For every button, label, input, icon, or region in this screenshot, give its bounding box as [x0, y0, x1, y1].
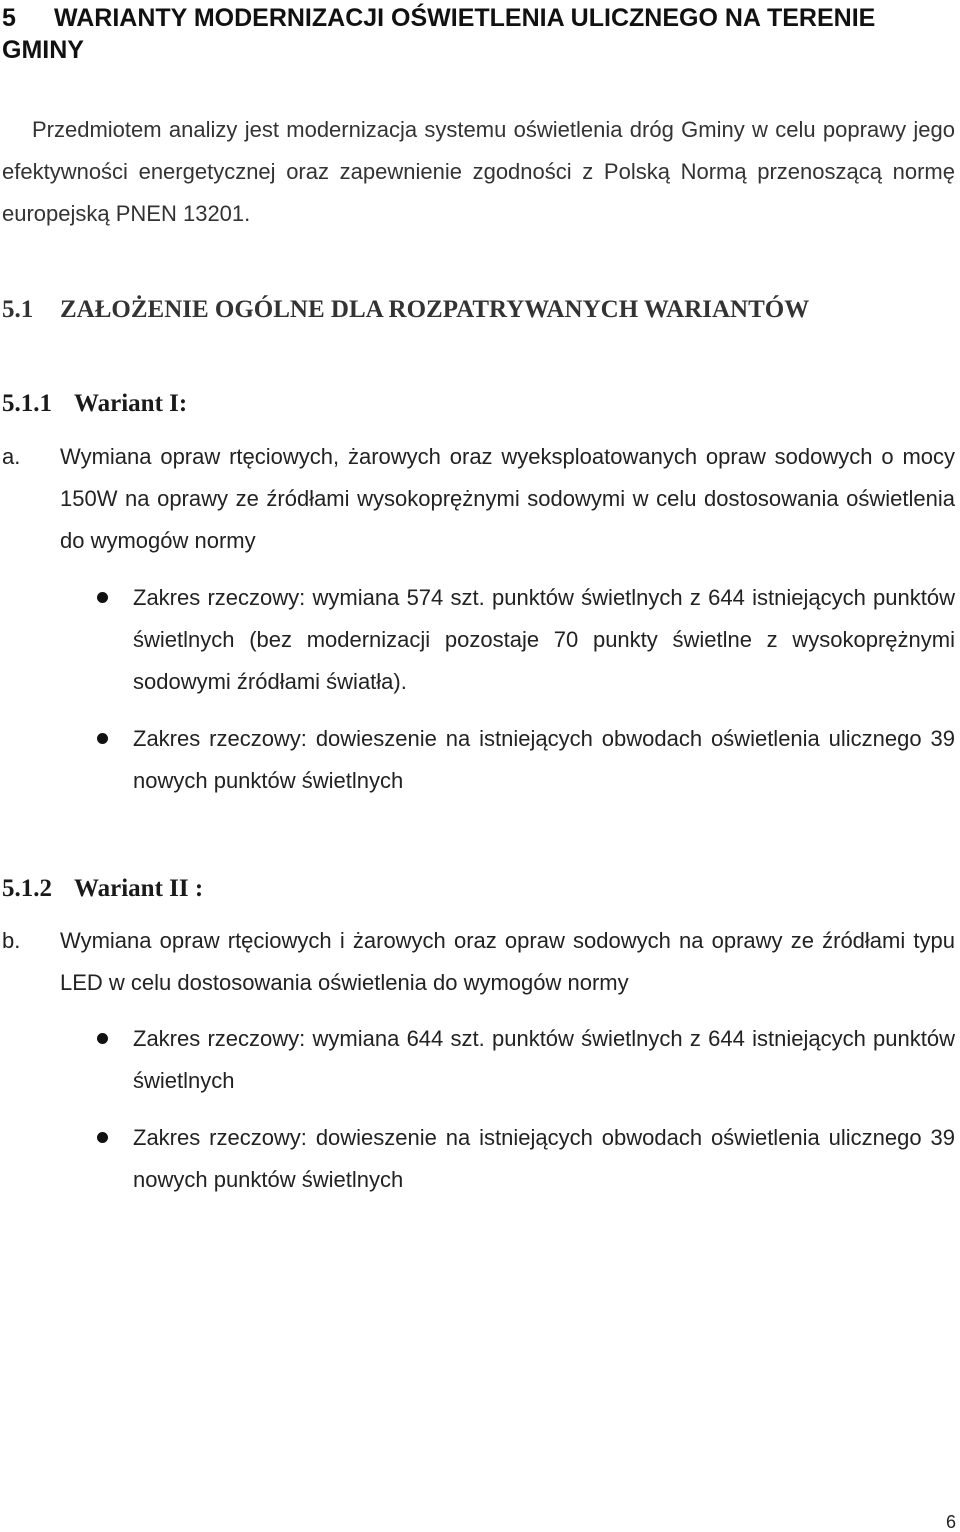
variant-2-bullet-list — [0, 1018, 960, 1216]
list-item — [0, 1018, 955, 1102]
section-number: 5.1 — [2, 296, 34, 323]
variant-1-item-marker: a. — [2, 444, 21, 469]
intro-paragraph: Przedmiotem analizy jest modernizacja systemu oświetlenia dróg Gminy w celu poprawy jego efektywności energetycznej oraz zapewnienie zgodności z Polską Normą przenoszącą normę europejską PNEN 13201. — [2, 117, 955, 226]
variant-2-title: Wariant II : — [74, 875, 204, 902]
chapter-number: 5 — [2, 4, 16, 32]
variant-2-item-text: Wymiana opraw rtęciowych i żarowych oraz opraw sodowych na oprawy ze źródłami typu LED w celu dostosowania oświetlenia do wymogów normy — [60, 928, 955, 995]
variant-2-heading — [2, 871, 203, 907]
variant-2-number: 5.1.2 — [2, 875, 52, 902]
bullet-text: Zakres rzeczowy: wymiana 574 szt. punktów świetlnych z 644 istniejących punktów świetlnych (bez modernizacji pozostaje 70 punkty świetlne z wysokoprężnymi sodowymi źródłami światła). — [133, 585, 955, 694]
bullet-text: Zakres rzeczowy: dowieszenie na istniejących obwodach oświetlenia ulicznego 39 nowych punktów świetlnych — [133, 726, 955, 793]
section-heading — [2, 290, 809, 330]
variant-1-bullet-list — [0, 577, 960, 817]
bullet-icon — [97, 592, 108, 603]
page-number: 6 — [945, 1512, 956, 1532]
list-item — [0, 577, 955, 703]
variant-2-item-marker: b. — [2, 928, 21, 953]
bullet-icon — [97, 733, 108, 744]
bullet-icon — [97, 1033, 108, 1044]
chapter-title-text: WARIANTY MODERNIZACJI OŚWIETLENIA ULICZNEGO NA TERENIE GMINY — [2, 4, 876, 64]
bullet-text: Zakres rzeczowy: wymiana 644 szt. punktów świetlnych z 644 istniejących punktów świetlnych — [133, 1026, 955, 1093]
variant-1-heading — [2, 386, 187, 422]
variant-1-item-text: Wymiana opraw rtęciowych, żarowych oraz wyeksploatowanych opraw sodowych o mocy 150W na oprawy ze źródłami wysokoprężnymi sodowymi w celu dostosowania oświetlenia do wymogów normy — [60, 444, 955, 553]
bullet-icon — [97, 1132, 108, 1143]
variant-2-item — [2, 920, 955, 1004]
variant-1-item — [2, 436, 955, 562]
chapter-title — [2, 2, 902, 66]
list-item — [0, 718, 955, 802]
variant-1-number: 5.1.1 — [2, 390, 52, 417]
list-item — [0, 1117, 955, 1201]
variant-1-title: Wariant I: — [74, 390, 188, 417]
bullet-text: Zakres rzeczowy: dowieszenie na istniejących obwodach oświetlenia ulicznego 39 nowych punktów świetlnych — [133, 1125, 955, 1192]
section-title: ZAŁOŻENIE OGÓLNE DLA ROZPATRYWANYCH WARIANTÓW — [60, 296, 810, 323]
